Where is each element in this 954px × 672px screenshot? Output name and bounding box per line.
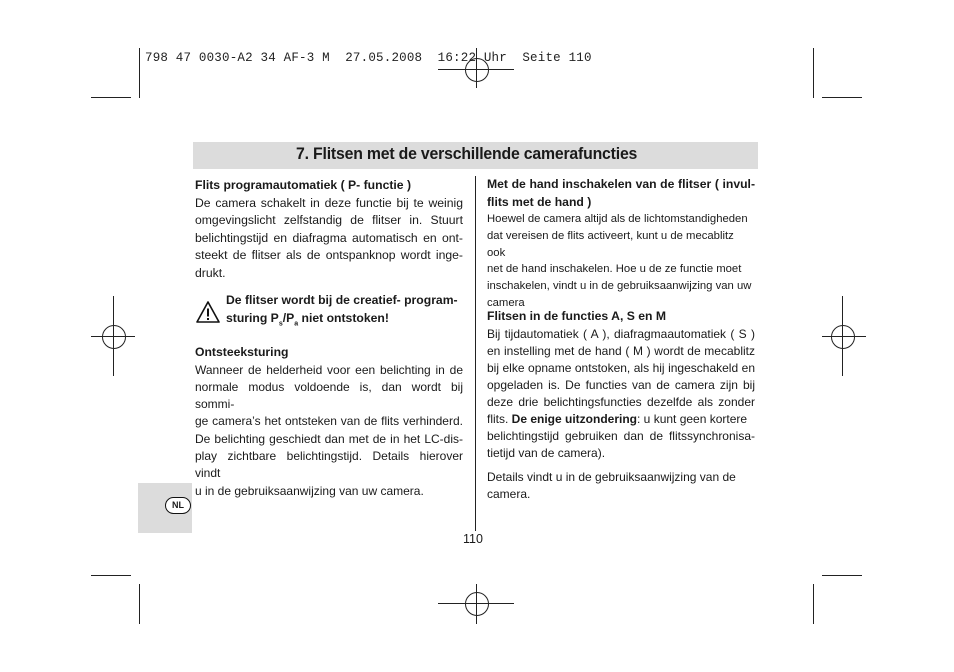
print-slug: 798 47 0030-A2 34 AF-3 M 27.05.2008 16:22 Uhr Seite 110: [145, 51, 592, 65]
text-line: sturing $P_s/P_a$ niet ontstoken!: [226, 310, 389, 327]
text-line: opgeladen is. De functies van de camera zijn bij: [487, 377, 755, 392]
text-line: drukt.: [195, 265, 226, 280]
warning-icon: [196, 300, 220, 324]
text-line: tietijd van de camera).: [487, 445, 606, 460]
text-line: net de hand inschakelen. Hoe u de ze functie moet: [487, 263, 742, 276]
crop-mark: [139, 584, 140, 624]
left-column-lower: [195, 344, 463, 500]
text-line: belichtingstijd gebruiken dan de flitssynchronisa-: [487, 428, 755, 443]
text-line: ge camera’s het ontsteken van de flits verhinderd.: [195, 414, 463, 429]
paragraph: [195, 195, 463, 283]
column-divider: [475, 176, 476, 531]
text-line: flits. De enige uitzondering: u kunt geen kortere: [487, 411, 748, 426]
text-line: omgevingslicht zelfstandig de flitser in. Stuurt: [195, 213, 463, 227]
language-badge: NL: [165, 497, 191, 514]
section-title: flits met de hand ): [487, 194, 592, 209]
crop-mark: [91, 575, 131, 576]
crop-mark: [139, 48, 140, 98]
warning-text: [226, 292, 466, 332]
text-line: bij elke opname ontstoken, als hij ingeschakeld en: [487, 360, 755, 375]
crop-mark: [822, 97, 862, 98]
text-line: De flitser wordt bij de creatief- program-: [226, 293, 458, 307]
text-line: camera: [487, 296, 525, 309]
paragraph: [487, 469, 755, 503]
left-column: [195, 177, 463, 282]
right-column-lower: [487, 308, 755, 503]
text-line: camera.: [487, 486, 531, 501]
section-title: Ontsteeksturing: [195, 345, 289, 359]
text-line: Bij tijdautomatiek ( A ), diafragmaautomatiek ( S ): [487, 326, 755, 341]
paragraph: [487, 326, 755, 462]
right-column: [487, 176, 755, 312]
text-line: Hoewel de camera altijd als de lichtomstandigheden: [487, 213, 748, 225]
page-number: 110: [463, 532, 483, 546]
text-line: normale modus voldoende is, dan wordt bij sommi-: [195, 379, 463, 412]
crop-mark: [91, 97, 131, 98]
text-line: Wanneer de helderheid voor een belichting in de: [195, 362, 463, 377]
crop-mark: [813, 48, 814, 98]
section-title: Flits programautomatiek ( P- functie ): [195, 178, 412, 192]
text-line: Details vindt u in de gebruiksaanwijzing van de: [487, 469, 736, 484]
text-line: play zichtbare belichtingstijd. Details hierover vindt: [195, 448, 463, 481]
text-line: De belichting geschiedt dan met de in het LC-dis-: [195, 431, 463, 446]
text-line: steekt de flitser als de ontspanknop wordt inge-: [195, 248, 463, 262]
paragraph: [487, 211, 755, 312]
text-line: inschakelen, vindt u in de gebruiksaanwijzing van uw: [487, 280, 752, 293]
text-line: en instelling met de hand ( M ) wordt de mecablitz: [487, 343, 755, 358]
text-line: u in de gebruiksaanwijzing van uw camera.: [195, 483, 424, 498]
crop-mark: [813, 584, 814, 624]
text-line: belichtingstijd en diafragma automatisch en ont-: [195, 230, 463, 245]
section-title: Flitsen in de functies A, S en M: [487, 309, 666, 323]
crop-mark: [822, 575, 862, 576]
text-line: De camera schakelt in deze functie bij te weinig: [195, 195, 463, 210]
text-line: dat vereisen de flits activeert, kunt u de mecablitz ook: [487, 229, 734, 259]
section-title: Met de hand inschakelen van de flitser ( invul-: [487, 177, 755, 191]
text-line: deze drie belichtingsfuncties dezelfde als zonder: [487, 394, 755, 409]
page-title: 7. Flitsen met de verschillende camerafuncties: [296, 144, 638, 163]
paragraph: [195, 362, 463, 500]
